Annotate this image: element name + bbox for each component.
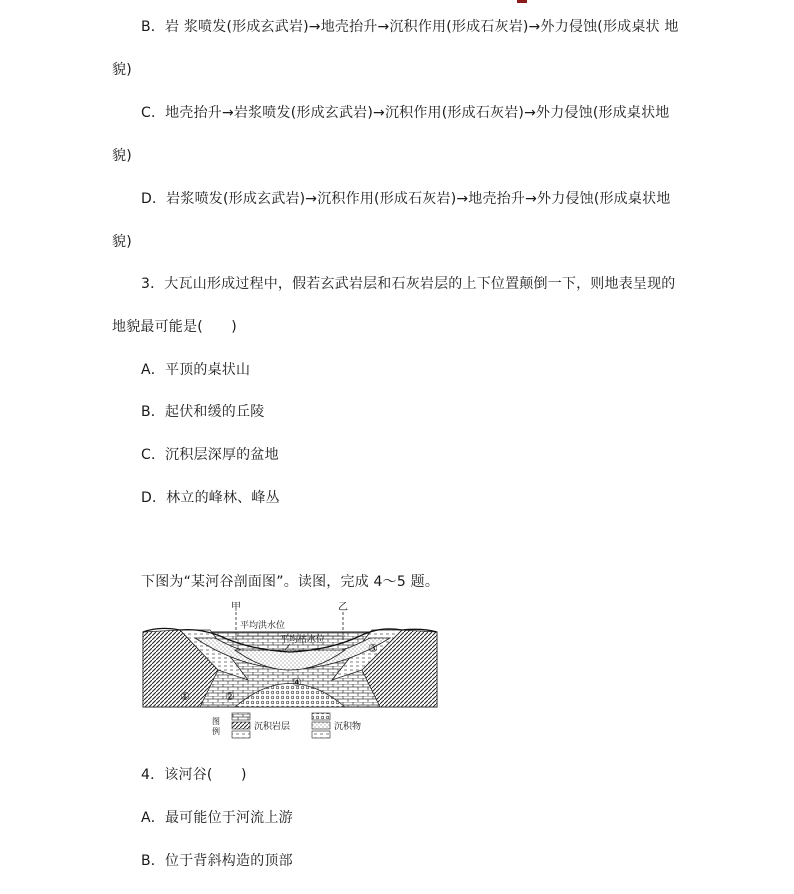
q2-option-c-cont: 貌): [112, 148, 132, 164]
label-yi: 乙: [338, 602, 348, 613]
legend-swatch-stripe: [312, 731, 330, 738]
q3-option-a[interactable]: A．平顶的桌状山: [141, 362, 251, 378]
q3-option-c[interactable]: C．沉积层深厚的盆地: [141, 447, 279, 463]
label-flood-level: 平均洪水位: [240, 621, 286, 631]
q3-option-d[interactable]: D．林立的峰林、峰丛: [141, 490, 280, 506]
river-valley-cross-section: [140, 600, 440, 745]
q3-option-b[interactable]: B．起伏和缓的丘陵: [141, 404, 265, 420]
q2-option-b[interactable]: B．岩 浆喷发(形成玄武岩)→地壳抬升→沉积作用(形成石灰岩)→外力侵蚀(形成桌状 地: [141, 19, 679, 35]
legend-swatch-dash: [232, 731, 250, 738]
q4-option-b[interactable]: B．位于背斜构造的顶部: [141, 853, 293, 869]
figure-intro: 下图为“某河谷剖面图”。读图，完成 4～5 题。: [141, 574, 440, 590]
top-edge-mark: [517, 0, 527, 3]
legend-rock-label: 沉积岩层: [254, 722, 291, 732]
marker-2: ②: [225, 690, 235, 703]
marker-4: ④: [292, 676, 302, 689]
q3-stem: 3．大瓦山形成过程中，假若玄武岩层和石灰岩层的上下位置颠倒一下，则地表呈现的: [141, 276, 676, 292]
legend-sediment-label: 沉积物: [334, 722, 362, 732]
legend-swatch-brick: [232, 713, 250, 720]
legend-title-1: 图: [212, 717, 220, 726]
q3-stem-cont: 地貌最可能是( ): [112, 319, 237, 335]
q2-option-d-cont: 貌): [112, 234, 132, 250]
label-dry-level: 平均枯水位: [280, 635, 326, 645]
marker-1: ①: [180, 690, 190, 703]
legend-swatch-diag: [232, 722, 250, 729]
legend-title-2: 例: [212, 727, 220, 736]
marker-3: ③: [368, 642, 378, 655]
q2-option-c[interactable]: C．地壳抬升→岩浆喷发(形成玄武岩)→沉积作用(形成石灰岩)→外力侵蚀(形成桌状地: [141, 105, 670, 121]
q4-option-a[interactable]: A．最可能位于河流上游: [141, 810, 293, 826]
legend-swatch-dots: [312, 713, 330, 720]
legend-swatch-sand: [312, 722, 330, 729]
q2-option-d[interactable]: D．岩浆喷发(形成玄武岩)→沉积作用(形成石灰岩)→地壳抬升→外力侵蚀(形成桌状地: [141, 191, 671, 207]
label-jia: 甲: [231, 602, 241, 613]
q4-stem: 4．该河谷( ): [141, 767, 247, 783]
q2-option-b-cont: 貌): [112, 62, 132, 78]
